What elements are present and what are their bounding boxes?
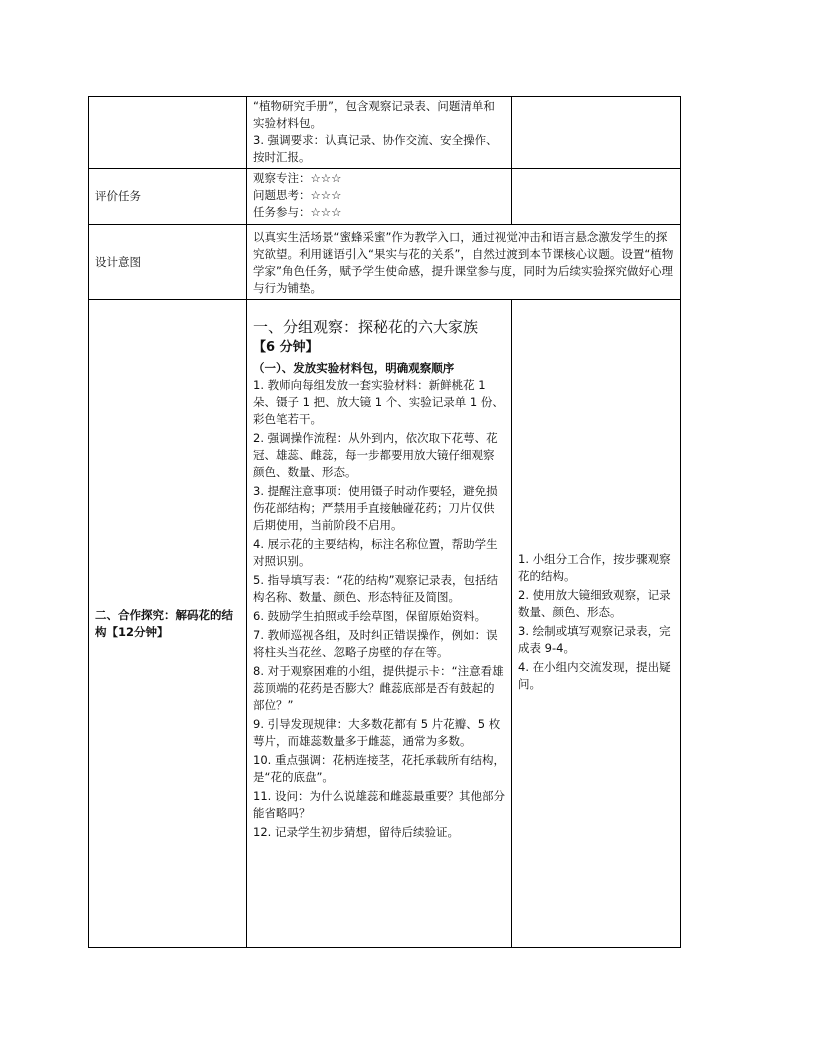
teacher-step: 8. 对于观察困难的小组，提供提示卡：“注意看雄蕊顶端的花药是否膨大？雌蕊底部是否有鼓起的部位？” [253,664,504,712]
teacher-step: 11. 设问：为什么说雄蕊和雌蕊最重要？其他部分能省略吗？ [253,789,505,820]
inquiry-student-activities [512,300,681,948]
section-title: 一、分组观察：探秘花的六大家族 [253,318,479,336]
design-label: 设计意图 [89,225,247,300]
row-design [89,225,681,300]
student-activity: 1. 小组分工合作，按步骤观察花的结构。 [518,552,671,583]
design-text: 以真实生活场景“蜜蜂采蜜”作为教学入口，通过视觉冲击和语言悬念激发学生的探究欲望。利用谜语引入“果实与花的关系”，自然过渡到本节课核心议题。设置“植物学家”角色任务，赋予学生使命感，提升课堂参与度，同时为后续实验探究做好心理与行为铺垫。 [247,225,681,300]
teacher-step: 5. 指导填写表：“花的结构”观察记录表，包括结构名称、数量、颜色、形态特征及简图。 [253,573,499,604]
teacher-step: 6. 鼓励学生拍照或手绘草图，保留原始资料。 [253,609,487,623]
teacher-step: 2. 强调操作流程：从外到内，依次取下花萼、花冠、雄蕊、雌蕊，每一步都要用放大镜仔细观察颜色、数量、形态。 [253,431,498,479]
teacher-step: 4. 展示花的主要结构，标注名称位置，帮助学生对照识别。 [253,537,498,568]
row-method-label [89,97,247,169]
student-activity: 3. 绘制或填写观察记录表，完成表 9-4。 [518,624,671,655]
teacher-step: 10. 重点强调：花柄连接茎，花托承载所有结构，是“花的底盘”。 [253,753,505,784]
row-method-content [247,97,512,169]
section-time: 【6 分钟】 [253,340,319,355]
row-inquiry [89,300,681,948]
evaluation-item: 问题思考：☆☆☆ [253,188,342,202]
student-activity: 2. 使用放大镜细致观察，记录数量、颜色、形态。 [518,588,671,619]
evaluation-content [247,169,512,225]
inquiry-teacher-content [247,300,512,948]
teacher-step: 7. 教师巡视各组，及时纠正错误操作，例如：误将柱头当花丝、忽略子房壁的存在等。 [253,628,498,659]
inquiry-label: 二、合作探究：解码花的结构【12分钟】 [89,300,247,948]
evaluation-item: 任务参与：☆☆☆ [253,205,342,219]
evaluation-label: 评价任务 [89,169,247,225]
teacher-step: 9. 引导发现规律：大多数花都有 5 片花瓣、5 枚萼片，而雄蕊数量多于雌蕊，通常为多数。 [253,717,501,748]
method-line: “植物研究手册”，包含观察记录表、问题清单和实验材料包。 [253,99,495,130]
teacher-step: 3. 提醒注意事项：使用镊子时动作要轻，避免损伤花部结构；严禁用手直接触碰花药；刀片仅供后期使用，当前阶段不启用。 [253,484,498,532]
teacher-step: 1. 教师向每组发放一套实验材料：新鲜桃花 1 朵、镊子 1 把、放大镜 1 个、实验记录单 1 份、彩色笔若干。 [253,378,504,426]
lesson-plan-table [88,96,681,948]
method-line: 3. 强调要求：认真记录、协作交流、安全操作、按时汇报。 [253,133,498,164]
evaluation-empty [512,169,681,225]
row-method [89,97,681,169]
student-activity: 4. 在小组内交流发现，提出疑问。 [518,660,671,691]
row-evaluation [89,169,681,225]
teacher-steps [253,377,505,841]
teacher-step: 12. 记录学生初步猜想，留待后续验证。 [253,825,459,839]
row-method-activity [512,97,681,169]
sub-title: （一）、发放实验材料包，明确观察顺序 [253,361,455,375]
evaluation-item: 观察专注：☆☆☆ [253,171,342,185]
